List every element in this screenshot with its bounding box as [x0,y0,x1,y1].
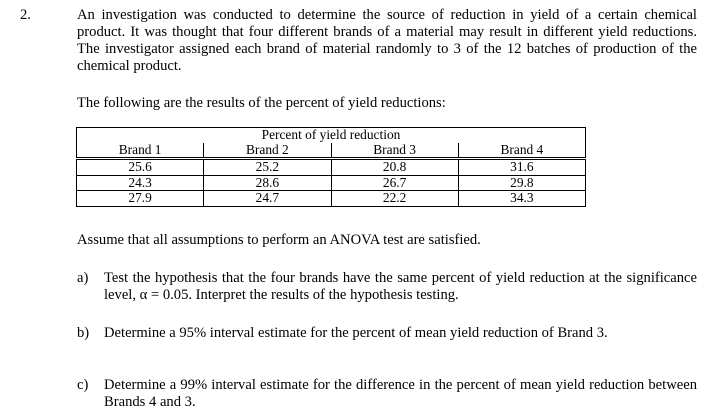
part-a [77,270,697,304]
table-cell: 29.8 [458,175,585,191]
assumption-text: Assume that all assumptions to perform an ANOVA test are satisfied. [77,232,481,248]
yield-reduction-table [76,127,586,207]
part-a-text: Test the hypothesis that the four brands have the same percent of yield reduction at the significance level, α = 0.05. Interpret the results of the hypothesis testing. [104,270,697,303]
table-cell: 25.6 [77,159,204,176]
column-header-brand-1: Brand 1 [77,143,204,159]
table-cell: 31.6 [458,159,585,176]
part-c-label: c) [77,377,89,393]
part-b [77,325,697,342]
question-number: 2. [20,7,31,23]
table-cell: 22.2 [331,191,458,207]
column-header-brand-4: Brand 4 [458,143,585,159]
part-a-label: a) [77,270,89,286]
part-c-text: Determine a 99% interval estimate for the difference in the percent of mean yield reduction between Brands 4 and 3. [104,377,697,410]
table-cell: 20.8 [331,159,458,176]
table-cell: 26.7 [331,175,458,191]
table-row [77,191,586,207]
part-b-label: b) [77,325,90,341]
table-header: Percent of yield reduction [204,128,459,143]
table-cell: 25.2 [204,159,331,176]
column-header-brand-3: Brand 3 [331,143,458,159]
table-cell: 27.9 [77,191,204,207]
table-cell: 24.7 [204,191,331,207]
table-cell: 24.3 [77,175,204,191]
following-text: The following are the results of the percent of yield reductions: [77,95,446,111]
table-row [77,159,586,176]
table-spacer-right [458,128,585,143]
table-row [77,175,586,191]
table-spacer-left [77,128,204,143]
part-c [77,377,697,411]
part-b-text: Determine a 95% interval estimate for the percent of mean yield reduction of Brand 3. [104,325,608,341]
column-header-brand-2: Brand 2 [204,143,331,159]
table-cell: 28.6 [204,175,331,191]
table-cell: 34.3 [458,191,585,207]
question-intro: An investigation was conducted to determine the source of reduction in yield of a certain chemical product. It was thought that four different brands of a material may result in different yield reductions. The investigator assigned each brand of material randomly to 3 of the 12 batches of production of the chemical product. [77,7,697,74]
